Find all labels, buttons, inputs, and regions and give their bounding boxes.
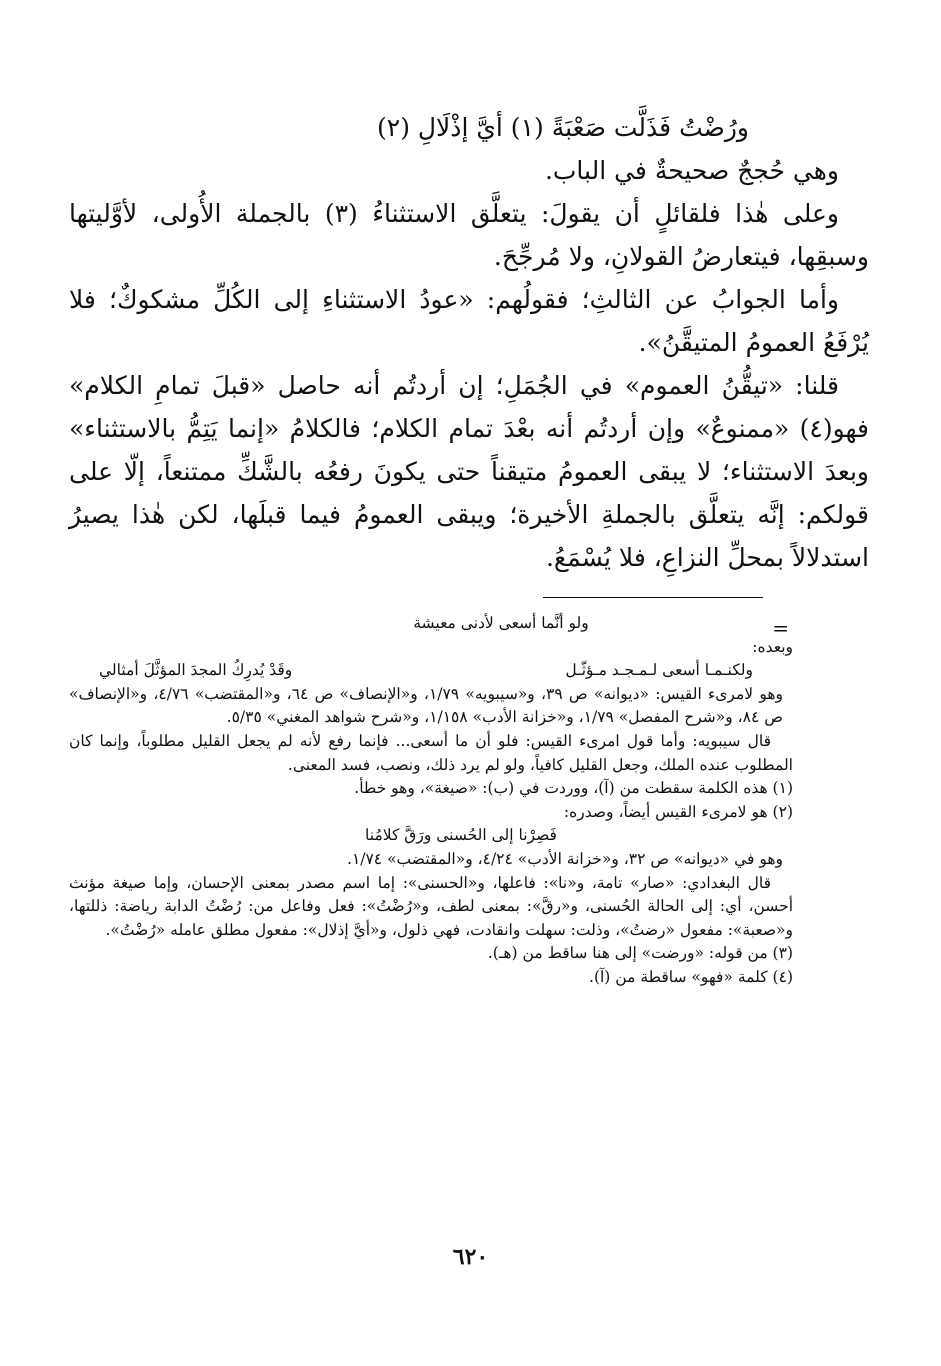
- footnotes: [69, 612, 793, 990]
- bayt-first-hemistich: ولكنـمـا أسعى لـمـجـد مـؤثّـل: [565, 661, 753, 680]
- footnote-3: (٣) من قوله: «ورضت» إلى هنا ساقط من (هـ).: [487, 944, 793, 963]
- main-text: [69, 106, 869, 579]
- footnote-2-commentary: قال البغدادي: «صار» تامة، و«نا»: فاعلها، و«الحسنى»: إما اسم مصدر بمعنى الإحسان، وإما صيغة مؤنث أحسن، أي: إلى الحالة الحُسنى، و«رقَّ»: بمعنى لطف، و«رُضْتُ»: فعل وفاعل من: رُضْتُ الدابة رياضة: ذللتها، و«صعبة»: مفعول «رضتُ»، وذلت: سهلت وانقادت، فهي ذلول، و«أيَّ إذلال»: مفعول مطلق عامله «رُضْتُ».: [69, 873, 793, 939]
- footnote-2: (٢) هو لامرىء القيس أيضاً، وصدره:: [563, 802, 793, 821]
- footnote-1: (١) هذه الكلمة سقطت من (آ)، ووردت في (ب): «صيغة»، وهو خطأ.: [354, 779, 793, 798]
- footnote-bayt: [69, 659, 793, 683]
- bayt-second-hemistich: وقَدْ يُدرِكُ المجدَ المؤثَّلَ أمثالي: [99, 661, 293, 680]
- footnote-verse-line: ولو أنَّما أسعى لأدنى معيشة: [413, 614, 589, 632]
- footnote-continuation-mark: =: [772, 616, 789, 640]
- paragraph-3: وأما الجوابُ عن الثالثِ؛ فقولُهم: «عودُ الاستثناءِ إلى الكُلِّ مشكوكٌ؛ فلا يُرْفَعُ العمومُ المتيقَّنُ».: [69, 285, 869, 357]
- footnote-4: (٤) كلمة «فهو» ساقطة من (آ).: [589, 967, 793, 986]
- footnote-line: وهو لامرىء القيس: «ديوانه» ص ٣٩، و«سيبويه» ١/٧٩، و«الإنصاف» ص ٦٤، و«المقتضب» ٤/٧٦، و«الإنصاف» ص ٨٤، و«شرح المفصل» ١/٧٩، و«خزانة الأدب» ١/١٥٨، و«شرح شواهد المغني» ٥/٣٥.: [69, 684, 784, 727]
- paragraph-1: وهي حُججٌ صحيحةٌ في الباب.: [544, 156, 839, 185]
- poetry-verse: ورُضْتُ فَذَلَّت صَعْبَةً (١) أيَّ إذْلَالِ (٢): [376, 113, 749, 142]
- footnote-line: قال سيبويه: وأما قول امرىء القيس: فلو أن ما أسعى... فإنما رفع لأنه لم يجعل القليل مطلوباً، وإنما كان المطلوب عنده الملك، وجعل القليل كافياً، ولو لم يرد ذلك، ونصب، فسد المعنى.: [69, 731, 793, 774]
- paragraph-2: وعلى هٰذا فلقائلٍ أن يقولَ: يتعلَّق الاستثناءُ (٣) بالجملة الأُولى، لأوَّليتها وسبقِها، فيتعارضُ القولانِ، ولا مُرجِّحَ.: [69, 199, 869, 271]
- footnote-2-verse: فَصِرْنا إلى الحُسنى ورَقَّ كلامُنا: [365, 826, 557, 845]
- footnote-separator: [543, 597, 763, 598]
- page-number: ٦٢٠: [452, 1244, 489, 1270]
- paragraph-4: قلنا: «تيقُّنُ العموم» في الجُمَلِ؛ إن أردتُم أنه حاصل «قبلَ تمامِ الكلام» فهو(٤) «ممنوعٌ» وإن أردتُم أنه بعْدَ تمام الكلام؛ فالكلامُ «إنما يَتِمُّ بالاستثناء» وبعدَ الاستثناء؛ لا يبقى العمومُ متيقناً حتى يكونَ رفعُه بالشَّكِّ ممتنعاً، إلّا على قولكم: إنَّه يتعلَّق بالجملةِ الأخيرة؛ ويبقى العمومُ فيما قبلَها، لكن هٰذا يصيرُ استدلالاً بمحلِّ النزاعِ، فلا يُسْمَعُ.: [69, 371, 869, 572]
- footnote-2-reference: وهو في «ديوانه» ص ٣٢، و«خزانة الأدب» ٤/٢٤، و«المقتضب» ١/٧٤.: [347, 849, 783, 868]
- footnote-line: وبعده:: [752, 637, 793, 656]
